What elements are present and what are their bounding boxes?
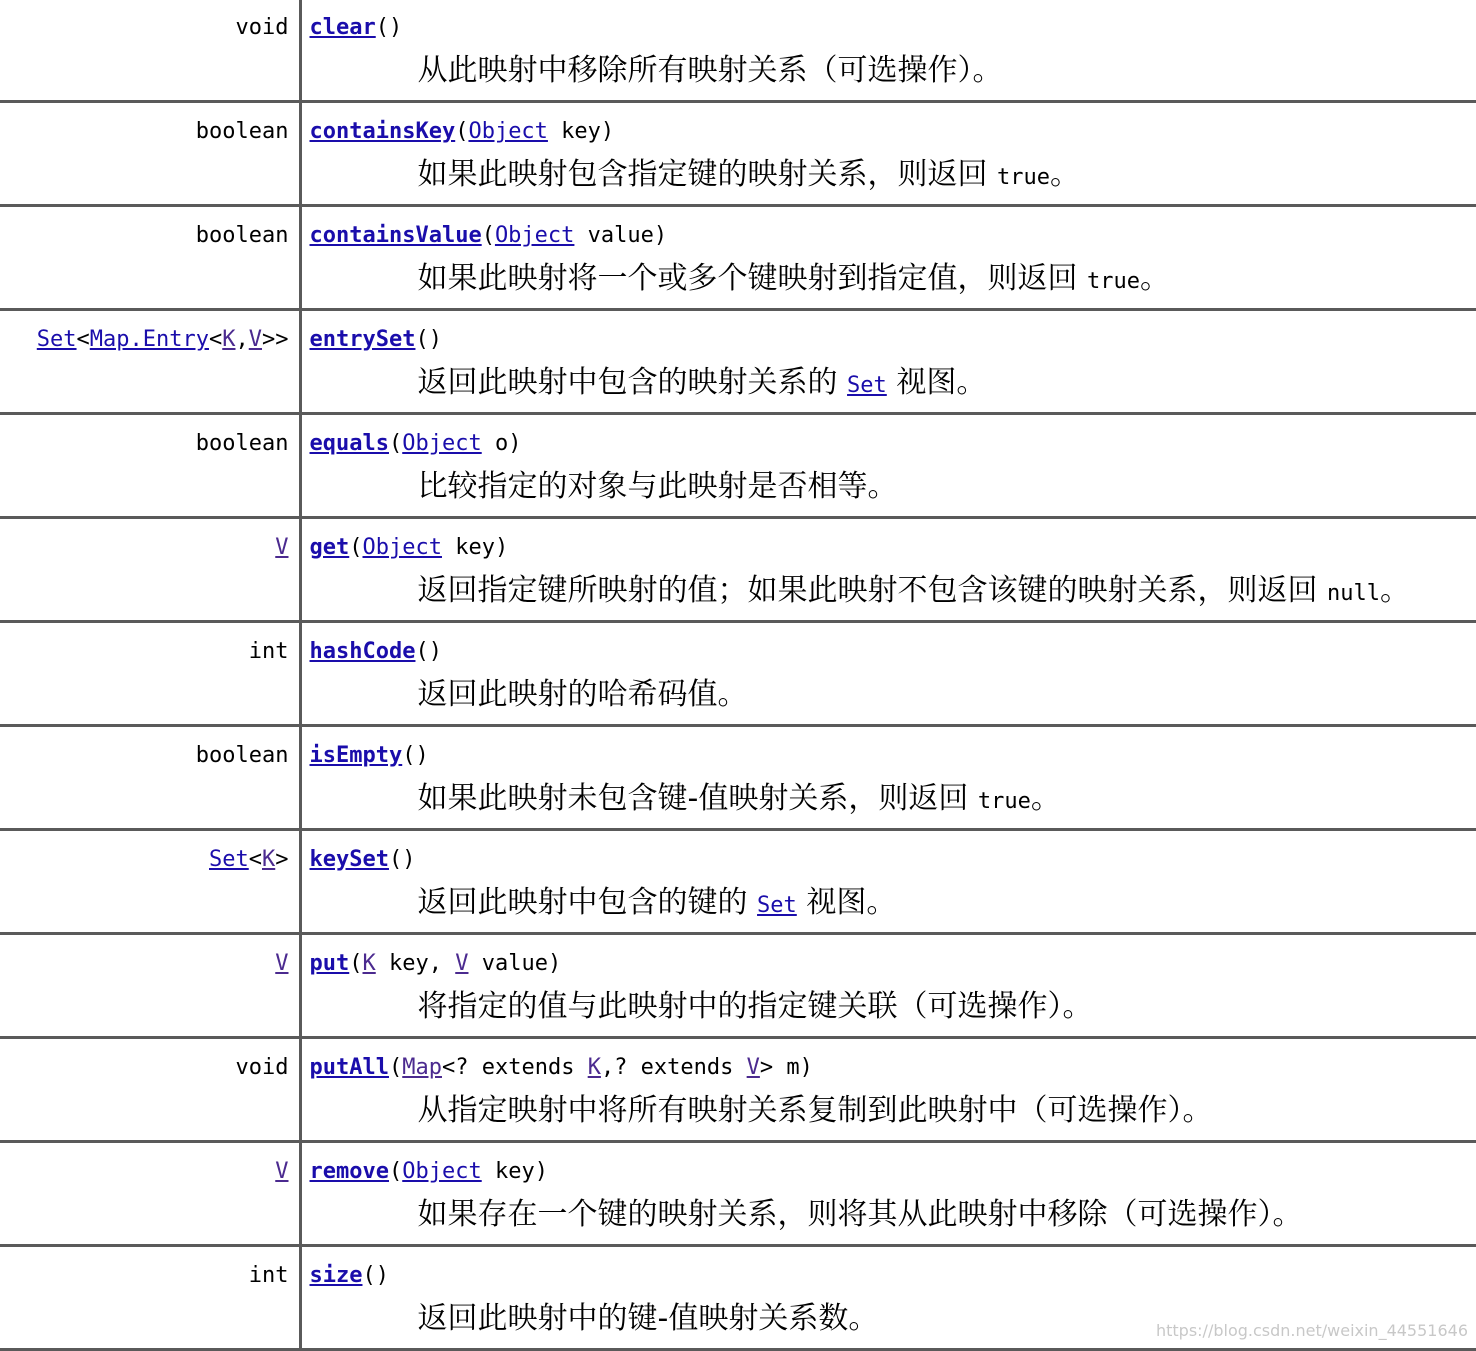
method-params: () bbox=[415, 327, 442, 352]
description-text: 返回指定键所映射的值；如果此映射不包含该键的映射关系，则返回 bbox=[418, 573, 1328, 608]
method-params: () bbox=[402, 743, 429, 768]
method-row-putall bbox=[0, 1038, 1476, 1142]
params-extends: <? extends bbox=[442, 1055, 588, 1080]
method-description bbox=[310, 883, 1476, 926]
type-var-v[interactable]: V bbox=[455, 951, 468, 976]
type-var-k[interactable]: K bbox=[588, 1055, 601, 1080]
method-cell bbox=[300, 1142, 1476, 1246]
type-var-k[interactable]: K bbox=[222, 327, 235, 352]
params-open: ( bbox=[349, 535, 362, 560]
params-rest: value) bbox=[468, 951, 561, 976]
method-description bbox=[310, 571, 1476, 614]
method-cell bbox=[300, 518, 1476, 622]
return-type: int bbox=[249, 639, 289, 664]
method-cell bbox=[300, 414, 1476, 518]
method-link-put[interactable]: put bbox=[310, 951, 350, 976]
return-type-cell bbox=[0, 206, 300, 310]
method-cell bbox=[300, 622, 1476, 726]
description-text: 如果此映射将一个或多个键映射到指定值，则返回 bbox=[418, 261, 1088, 296]
method-link-hashcode[interactable]: hashCode bbox=[310, 639, 416, 664]
method-link-equals[interactable]: equals bbox=[310, 431, 389, 456]
method-cell bbox=[300, 206, 1476, 310]
method-row-isempty bbox=[0, 726, 1476, 830]
description-text: 返回此映射中包含的映射关系的 bbox=[418, 365, 848, 400]
method-link-containskey[interactable]: containsKey bbox=[310, 119, 456, 144]
method-link-size[interactable]: size bbox=[310, 1263, 363, 1288]
method-cell bbox=[300, 726, 1476, 830]
params-rest: key) bbox=[548, 119, 614, 144]
return-type: boolean bbox=[196, 119, 289, 144]
params-open: ( bbox=[482, 223, 495, 248]
method-row-containsvalue bbox=[0, 206, 1476, 310]
description-text: 从指定映射中将所有映射关系复制到此映射中（可选操作）。 bbox=[418, 1093, 1213, 1128]
description-end: 。 bbox=[1031, 781, 1061, 816]
description-end: 视图。 bbox=[887, 365, 987, 400]
return-type: int bbox=[249, 1263, 289, 1288]
description-end: 视图。 bbox=[797, 885, 897, 920]
return-type-cell bbox=[0, 518, 300, 622]
method-cell bbox=[300, 102, 1476, 206]
method-description bbox=[310, 363, 1476, 406]
return-type-cell bbox=[0, 1038, 300, 1142]
description-end: 。 bbox=[1380, 573, 1410, 608]
description-code: true bbox=[978, 789, 1031, 814]
method-cell bbox=[300, 1038, 1476, 1142]
params-rest: > m) bbox=[760, 1055, 813, 1080]
return-type-cell bbox=[0, 726, 300, 830]
type-var-v[interactable]: V bbox=[275, 1159, 288, 1184]
method-link-keyset[interactable]: keySet bbox=[310, 847, 389, 872]
description-end: 。 bbox=[1050, 157, 1080, 192]
description-text: 如果此映射未包含键-值映射关系，则返回 bbox=[418, 781, 978, 816]
description-text: 将指定的值与此映射中的指定键关联（可选操作）。 bbox=[418, 989, 1093, 1024]
method-row-keyset bbox=[0, 830, 1476, 934]
description-code: true bbox=[997, 165, 1050, 190]
method-description bbox=[310, 675, 1476, 715]
type-var-v[interactable]: V bbox=[275, 951, 288, 976]
params-mid: key, bbox=[376, 951, 455, 976]
description-text: 返回此映射的哈希码值。 bbox=[418, 677, 748, 712]
generic-close: >> bbox=[262, 327, 289, 352]
description-text: 如果此映射包含指定键的映射关系，则返回 bbox=[418, 157, 998, 192]
description-link-set[interactable]: Set bbox=[757, 893, 797, 918]
params-open: ( bbox=[349, 951, 362, 976]
type-var-v[interactable]: V bbox=[747, 1055, 760, 1080]
method-link-isempty[interactable]: isEmpty bbox=[310, 743, 403, 768]
type-link-object[interactable]: Object bbox=[402, 1159, 481, 1184]
method-description bbox=[310, 987, 1476, 1027]
return-type: boolean bbox=[196, 743, 289, 768]
type-link-map-entry[interactable]: Map.Entry bbox=[90, 327, 209, 352]
description-text: 返回此映射中的键-值映射关系数。 bbox=[418, 1301, 879, 1336]
params-rest: o) bbox=[482, 431, 522, 456]
method-params: () bbox=[415, 639, 442, 664]
params-rest: key) bbox=[482, 1159, 548, 1184]
generic-comma: , bbox=[236, 327, 249, 352]
type-link-map[interactable]: Map bbox=[402, 1055, 442, 1080]
return-type-cell bbox=[0, 934, 300, 1038]
description-text: 如果存在一个键的映射关系，则将其从此映射中移除（可选操作）。 bbox=[418, 1197, 1303, 1232]
return-type-cell bbox=[0, 310, 300, 414]
type-var-v[interactable]: V bbox=[249, 327, 262, 352]
description-text: 从此映射中移除所有映射关系（可选操作）。 bbox=[418, 53, 1003, 88]
method-link-remove[interactable]: remove bbox=[310, 1159, 389, 1184]
method-row-equals bbox=[0, 414, 1476, 518]
return-type-cell bbox=[0, 0, 300, 102]
params-rest: value) bbox=[574, 223, 667, 248]
description-code: true bbox=[1087, 269, 1140, 294]
type-link-object[interactable]: Object bbox=[363, 535, 442, 560]
method-description bbox=[310, 779, 1476, 822]
method-params: () bbox=[362, 1263, 389, 1288]
method-params: () bbox=[389, 847, 416, 872]
method-description bbox=[310, 51, 1476, 91]
params-open: ( bbox=[455, 119, 468, 144]
params-open: ( bbox=[389, 1159, 402, 1184]
return-type-cell bbox=[0, 1246, 300, 1350]
return-type-cell bbox=[0, 830, 300, 934]
method-description bbox=[310, 467, 1476, 507]
method-link-containsvalue[interactable]: containsValue bbox=[310, 223, 482, 248]
params-open: ( bbox=[389, 431, 402, 456]
type-var-v[interactable]: V bbox=[275, 535, 288, 560]
type-link-set[interactable]: Set bbox=[37, 327, 77, 352]
method-cell bbox=[300, 310, 1476, 414]
return-type: boolean bbox=[196, 431, 289, 456]
method-cell bbox=[300, 830, 1476, 934]
return-type-cell bbox=[0, 414, 300, 518]
return-type: boolean bbox=[196, 223, 289, 248]
params-extends: ,? extends bbox=[601, 1055, 747, 1080]
type-link-object[interactable]: Object bbox=[495, 223, 574, 248]
method-link-get[interactable]: get bbox=[310, 535, 350, 560]
method-row-containskey bbox=[0, 102, 1476, 206]
params-rest: key) bbox=[442, 535, 508, 560]
method-row-hashcode bbox=[0, 622, 1476, 726]
return-type-cell bbox=[0, 622, 300, 726]
type-link-object[interactable]: Object bbox=[468, 119, 547, 144]
method-description bbox=[310, 1195, 1476, 1235]
return-type: void bbox=[236, 15, 289, 40]
method-row-put bbox=[0, 934, 1476, 1038]
return-type: void bbox=[236, 1055, 289, 1080]
method-params: () bbox=[376, 15, 403, 40]
method-description bbox=[310, 1091, 1476, 1131]
method-cell bbox=[300, 934, 1476, 1038]
method-link-clear[interactable]: clear bbox=[310, 15, 376, 40]
return-type-cell bbox=[0, 1142, 300, 1246]
type-var-k[interactable]: K bbox=[262, 847, 275, 872]
method-link-entryset[interactable]: entrySet bbox=[310, 327, 416, 352]
generic-open: < bbox=[209, 327, 222, 352]
method-row-get bbox=[0, 518, 1476, 622]
description-link-set[interactable]: Set bbox=[847, 373, 887, 398]
generic-close: > bbox=[275, 847, 288, 872]
type-var-k[interactable]: K bbox=[363, 951, 376, 976]
method-cell bbox=[300, 0, 1476, 102]
generic-open: < bbox=[77, 327, 90, 352]
method-description bbox=[310, 259, 1476, 302]
method-link-putall[interactable]: putAll bbox=[310, 1055, 389, 1080]
params-open: ( bbox=[389, 1055, 402, 1080]
description-end: 。 bbox=[1140, 261, 1170, 296]
description-text: 比较指定的对象与此映射是否相等。 bbox=[418, 469, 898, 504]
type-link-object[interactable]: Object bbox=[402, 431, 481, 456]
method-description bbox=[310, 155, 1476, 198]
method-row-remove bbox=[0, 1142, 1476, 1246]
description-code: null bbox=[1327, 581, 1380, 606]
method-row-clear bbox=[0, 0, 1476, 102]
method-row-entryset bbox=[0, 310, 1476, 414]
watermark: https://blog.csdn.net/weixin_44551646 bbox=[1156, 1321, 1468, 1340]
description-text: 返回此映射中包含的键的 bbox=[418, 885, 758, 920]
generic-open: < bbox=[249, 847, 262, 872]
return-type-cell bbox=[0, 102, 300, 206]
type-link-set[interactable]: Set bbox=[209, 847, 249, 872]
